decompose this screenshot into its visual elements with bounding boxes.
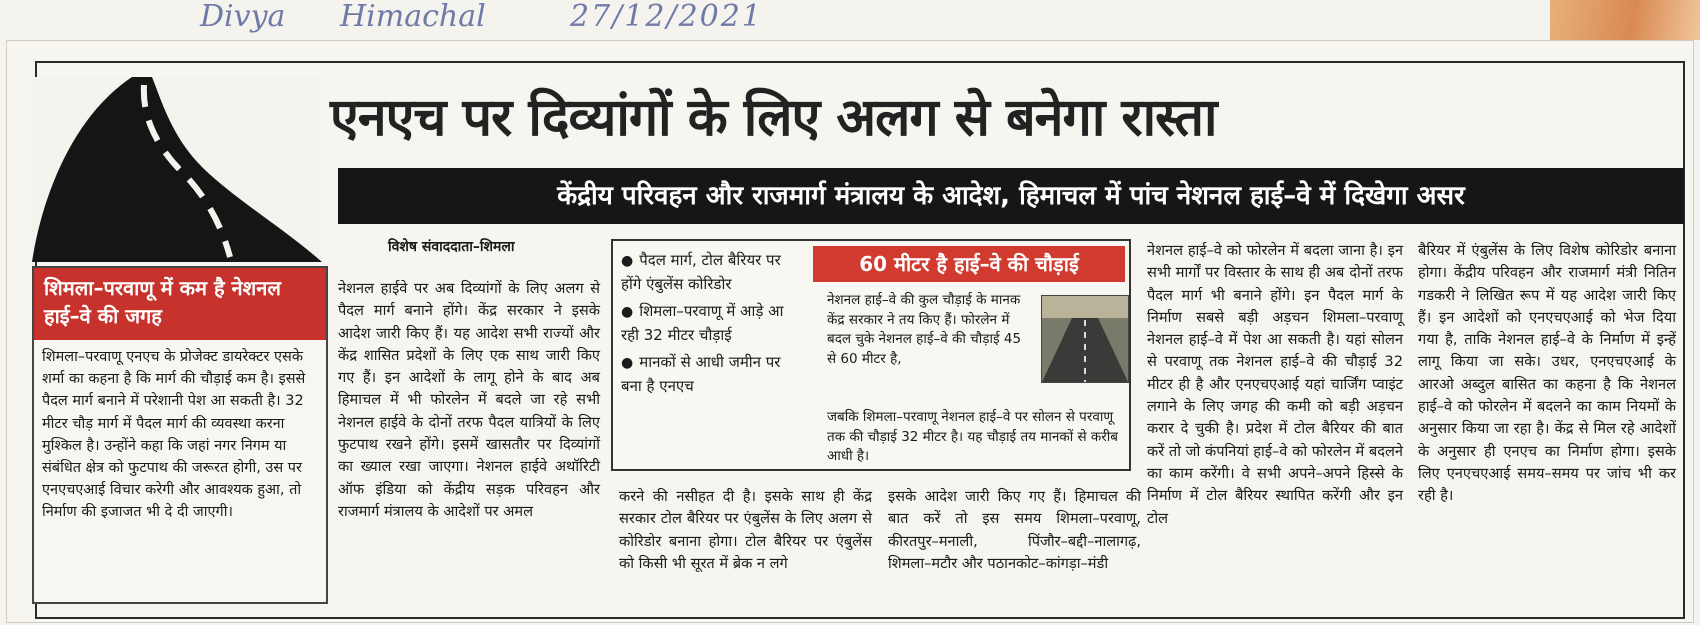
highlights-text-bottom: जबकि शिमला–परवाणू नेशनल हाई–वे पर सोलन से परवाणू तक की चौड़ाई 32 मीटर है। यह चौड़ाई तय मानकों से करीब आधी है। (827, 409, 1118, 464)
bullet-item: ● पैदल मार्ग, टोल बैरियर पर होंगे एंबुलेंस कोरिडोर (621, 251, 781, 293)
highlights-box (611, 239, 1131, 471)
headline: एनएच पर दिव्यांगों के लिए अलग से बनेगा रास्ता (330, 88, 1217, 148)
article-column-2: करने की नसीहत दी है। इसके साथ ही केंद्र सरकार टोल बैरियर पर एंबुलेंस के लिए अलग से कोरिडोर बनाना होगा। टोल बैरियर पर एंबुलेंस को किसी भी सूरत में ब्रेक न लगे (619, 488, 872, 572)
sidebar-body: शिमला–परवाणू एनएच के प्रोजेक्ट डायरेक्टर एसके शर्मा का कहना है कि मार्ग की चौड़ाई कम है। इससे पैदल मार्ग बनाने में परेशानी पेश आ सकती है। 32 मीटर चौड़ मार्ग में पैदल मार्ग की व्यवस्था करना मुश्किल है। उन्होंने कहा कि जहां नगर निगम या संबंधित क्षेत्र को फुटपाथ की जरूरत होगी, उस पर एनएचएआई विचार करेगी और आवश्यक हुआ, तो निर्माण की इजाजत भी दे दी जाएगी। (42, 349, 306, 521)
subheadline: केंद्रीय परिवहन और राजमार्ग मंत्रालय के आदेश, हिमाचल में पांच नेशनल हाई–वे में दिखेगा असर (338, 168, 1684, 224)
bullet-icon: ● (621, 253, 634, 269)
highway-photo (1041, 295, 1129, 383)
handwritten-paper: Himachal (340, 0, 486, 34)
handwritten-date: 27/12/2021 (570, 0, 763, 34)
bullet-icon: ● (621, 304, 634, 320)
bullet-item: ● शिमला–परवाणू में आड़े आ रही 32 मीटर चौड़ाई (621, 302, 784, 344)
article-column-4: नेशनल हाई–वे को फोरलेन में बदला जाना है। इन सभी मार्गों पर विस्तार के साथ ही अब दोनों तरफ पैदल मार्ग भी बनाने होंगे। इन पैदल मार्ग के निर्माण सबसे बड़ी अड़चन शिमला–परवाणू नेशनल हाई–वे में पेश आ सकती है। यहां सोलन से परवाणू तक नेशनल हाई–वे की चौड़ाई 32 मीटर ही है और एनएचएआई यहां चार्जिंग प्वाइंट लगाने के लिए जगह की कमी को बड़ी अड़चन करार दे चुकी है। प्रदेश में टोल बैरियर की बात करें तो जो कंपनियां हाई–वे को फोरलेन में बदलने का काम करेंगी। वे सभी अपने–अपने हिस्से के निर्माण में टोल बैरियर स्थापित करेंगी और इन टोल (1147, 242, 1403, 527)
handwritten-name: Divya (200, 0, 286, 34)
background-wood (1550, 0, 1700, 40)
article-column-1: नेशनल हाईवे पर अब दिव्यांगों के लिए अलग से पैदल मार्ग बनाने होंगे। केंद्र सरकार ने इसके आदेश जारी किए हैं। यह आदेश सभी राज्यों और केंद्र शासित प्रदेशों के लिए एक साथ जारी किए गए हैं। इन आदेशों के लागू होने के बाद अब हिमाचल में भी फोरलेन में बदले जा रहे सभी नेशनल हाईवे के दोनों तरफ पैदल यात्रियों के लिए फुटपाथ रखने होंगे। इसमें खासतौर पर दिव्यांगों का ख्याल रखा जाएगा। नेशनल हाईवे अथॉरिटी ऑफ इंडिया को केंद्रीय सड़क परिवहन और राजमार्ग मंत्रालय के आदेशों पर अमल (338, 280, 600, 520)
bullet-item: ● मानकों से आधी जमीन पर बना है एनएच (621, 353, 781, 395)
highlights-title: 60 मीटर है हाई–वे की चौड़ाई (813, 246, 1125, 282)
road-illustration (32, 77, 322, 262)
sidebar-box (32, 266, 328, 604)
bullet-list (621, 249, 797, 402)
handwritten-annotation (0, 0, 1700, 38)
bullet-icon: ● (621, 355, 634, 371)
highlights-text-top: नेशनल हाई–वे की कुल चौड़ाई के मानक केंद्र सरकार ने तय किए हैं। फोरलेन में बदल चुके नेशनल हाई–वे की चौड़ाई 45 से 60 मीटर है, (827, 292, 1022, 367)
sidebar-title: शिमला–परवाणू में कम है नेशनल हाई–वे की जगह (34, 268, 326, 340)
article-column-3: इसके आदेश जारी किए गए हैं। हिमाचल की बात करें तो इस समय शिमला–परवाणू, कीरतपुर–मनाली, पिंजौर–बद्दी–नालागढ़, शिमला–मटौर और पठानकोट–कांगड़ा–मंडी (888, 488, 1141, 572)
byline: विशेष संवाददाता–शिमला (388, 239, 515, 255)
article-column-5: बैरियर में एंबुलेंस के लिए विशेष कोरिडोर बनाना होगा। केंद्रीय परिवहन और राजमार्ग मंत्री नितिन गडकरी ने लिखित रूप में यह आदेश जारी किए हैं। इन आदेशों को एनएचएआई को भेज दिया गया है, ताकि नेशनल हाई–वे के निर्माण में इन्हें लागू किया जा सके। उधर, एनएचएआई के आरओ अब्दुल बासित का कहना है कि नेशनल हाई–वे को फोरलेन में बदलने का काम नियमों के अनुसार किया जा रहा है। केंद्र से मिल रहे आदेशों के अनुसार ही एनएच का निर्माण होगा। इसके लिए एनएचएआई समय–समय पर जांच भी कर रही है। (1418, 242, 1676, 505)
